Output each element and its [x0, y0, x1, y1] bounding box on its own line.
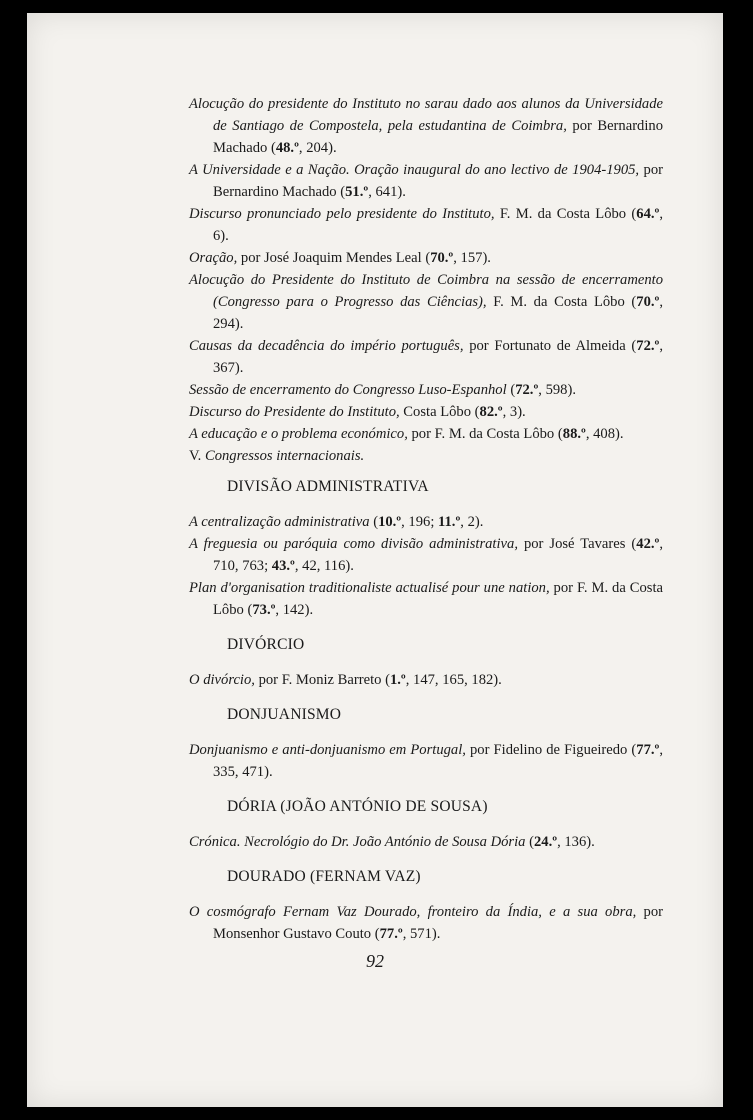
volume-number: 11.º [438, 514, 461, 530]
index-entry [189, 159, 663, 203]
entry-reference: (73.º, 142). [247, 602, 314, 618]
entry-author: Costa Lôbo [399, 404, 475, 420]
entry-reference: (42.º, 710, 763; 43.º, 42, 116). [213, 536, 663, 574]
entry-title: Sessão de encerramento do Congresso Luso-Espanhol [189, 382, 507, 398]
volume-number: 42.º [636, 536, 660, 552]
entry-author: por Monsenhor Gustavo Couto [213, 904, 663, 942]
entry-author: por Fortunato de Almeida [463, 338, 632, 354]
section-heading: DOURADO (FERNAM VAZ) [227, 868, 421, 885]
page-number: 92 [366, 951, 384, 971]
volume-number: 10.º [378, 514, 402, 530]
volume-number: 51.º [345, 184, 369, 200]
volume-number: 24.º [534, 834, 558, 850]
volume-number: 1.º [389, 672, 406, 688]
volume-number: 48.º [275, 140, 299, 156]
index-entry [189, 901, 663, 945]
entry-title: Discurso pronunciado pelo presidente do Instituto, [189, 206, 495, 222]
page-numbers: , 3). [502, 404, 526, 420]
page-numbers: , 196; [401, 514, 439, 530]
index-entry [189, 203, 663, 247]
entry-title: A educação e o problema económico, [189, 426, 408, 442]
page-numbers: , 147, 165, 182). [405, 672, 502, 688]
entry-reference: (70.º, 157). [425, 250, 491, 266]
volume-number: 43.º [271, 558, 295, 574]
entry-author: por Bernardino Machado [213, 118, 663, 156]
see-also-title: Congressos internacionais. [204, 448, 365, 464]
volume-number: 72.º [515, 382, 539, 398]
page-numbers: , 598). [538, 382, 576, 398]
section-heading: DIVISÃO ADMINISTRATIVA [227, 478, 429, 495]
entry-title: Alocução do Presidente do Instituto de Coimbra na sessão de encerramento (Congresso para o Progresso das Ciências), [189, 272, 663, 310]
index-entry [189, 401, 663, 423]
entry-author: por F. Moniz Barreto [254, 672, 386, 688]
entry-reference: (1.º, 147, 165, 182). [385, 672, 502, 688]
entry-reference: (88.º, 408). [557, 426, 624, 442]
entry-reference: (77.º, 571). [374, 926, 441, 942]
entry-reference: (51.º, 641). [340, 184, 406, 200]
entry-reference: (72.º, 367). [213, 338, 663, 376]
page-numbers: , 571). [402, 926, 441, 942]
index-entry [189, 93, 663, 159]
page-numbers: , 367). [213, 338, 663, 376]
page-sheet [27, 13, 723, 1107]
page-numbers: , 641). [368, 184, 406, 200]
volume-number: 72.º [636, 338, 660, 354]
entry-title: Oração, [189, 250, 238, 266]
entry-title: A Universidade e a Nação. Oração inaugural do ano lectivo de 1904-1905, [189, 162, 640, 178]
page-numbers: , 294). [213, 294, 663, 332]
index-entry [189, 533, 663, 577]
entry-reference: (64.º, 6). [213, 206, 663, 244]
section-heading: DIVÓRCIO [227, 636, 305, 653]
index-entry [189, 269, 663, 335]
index-entry [189, 247, 663, 269]
entry-reference: (72.º, 598). [510, 382, 576, 398]
index-entry [189, 379, 663, 401]
entry-title: Donjuanismo e anti-donjuanismo em Portugal, [189, 742, 466, 758]
entry-reference: (82.º, 3). [474, 404, 526, 420]
entry-author: por F. M. da Costa Lôbo [213, 580, 663, 618]
entry-reference: (10.º, 196; 11.º, 2). [373, 514, 484, 530]
entry-title: Alocução do presidente do Instituto no sarau dado aos alunos da Universidade de Santiago de Compostela, pela estudantina de Coimbra, [189, 96, 663, 134]
index-entry [189, 739, 663, 783]
page-numbers: , 142). [275, 602, 314, 618]
index-entry [189, 669, 663, 691]
volume-number: 73.º [252, 602, 276, 618]
index-entry [189, 831, 663, 853]
entry-title: O divórcio, [189, 672, 255, 688]
volume-number: 88.º [562, 426, 586, 442]
page-numbers: , 6). [213, 206, 663, 244]
section-heading: DÓRIA (JOÃO ANTÓNIO DE SOUSA) [227, 798, 488, 815]
index-entry [189, 335, 663, 379]
see-also-entry [189, 445, 663, 467]
volume-number: 82.º [479, 404, 503, 420]
entry-title: O cosmógrafo Fernam Vaz Dourado, fronteiro da Índia, e a sua obra, [189, 904, 637, 920]
entry-title: Crónica. Necrológio do Dr. João António de Sousa Dória [189, 834, 526, 850]
entry-author: por Bernardino Machado [213, 162, 663, 200]
entry-author: F. M. da Costa Lôbo [494, 206, 632, 222]
entry-title: Causas da decadência do império português, [189, 338, 464, 354]
index-text-block [189, 93, 663, 945]
entry-reference: (77.º, 335, 471). [213, 742, 663, 780]
volume-number: 77.º [379, 926, 403, 942]
index-entry [189, 577, 663, 621]
page-numbers: , 408). [585, 426, 624, 442]
entry-author: F. M. da Costa Lôbo [486, 294, 632, 310]
entry-author: por F. M. da Costa Lôbo [407, 426, 558, 442]
volume-number: 77.º [636, 742, 660, 758]
entry-title: Plan d'organisation traditionaliste actualisé pour une nation, [189, 580, 550, 596]
entry-reference: (48.º, 204). [270, 140, 337, 156]
page-numbers: , 157). [453, 250, 491, 266]
entry-author: por José Joaquim Mendes Leal [237, 250, 426, 266]
volume-number: 70.º [430, 250, 454, 266]
volume-number: 70.º [636, 294, 660, 310]
page-numbers: , 204). [298, 140, 337, 156]
index-entry [189, 511, 663, 533]
page-numbers: , 2). [460, 514, 484, 530]
see-also-prefix: V. [189, 448, 205, 464]
index-entry [189, 423, 663, 445]
page-numbers: , 136). [557, 834, 595, 850]
page-numbers: , 335, 471). [213, 742, 663, 780]
section-heading: DONJUANISMO [227, 706, 342, 723]
entry-title: A centralização administrativa [189, 514, 370, 530]
page-numbers: , 42, 116). [294, 558, 354, 574]
entry-title: Discurso do Presidente do Instituto, [189, 404, 400, 420]
entry-author: por Fidelino de Figueiredo [465, 742, 632, 758]
entry-reference: (70.º, 294). [213, 294, 663, 332]
volume-number: 64.º [636, 206, 660, 222]
entry-title: A freguesia ou paróquia como divisão administrativa, [189, 536, 518, 552]
entry-author: por José Tavares [517, 536, 632, 552]
page-numbers: , 710, 763; [213, 536, 663, 574]
entry-reference: (24.º, 136). [529, 834, 595, 850]
